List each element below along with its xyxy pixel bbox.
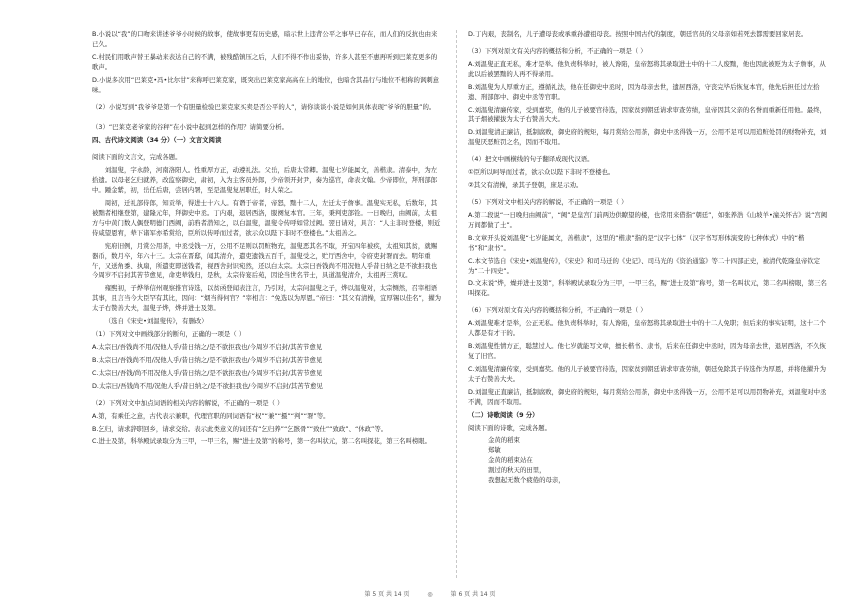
q6-option-a: A.刘温叟难才是举，公正无私。他负责科举时，有人谗陷，皇帝怒将其录取进士中的十二人免职；但后来的事实证明，这十二个人都是有才干的。 (468, 319, 826, 338)
left-page-number: 第 5 页 共 14 页 (364, 591, 410, 598)
section-4-heading: 四、古代诗文阅读（34 分）（一）文言文阅读 (92, 136, 222, 145)
question-3: （3）“巴莱克老爷家的谷秤”在小说中起到怎样的作用？请简要分析。 (92, 123, 289, 132)
left-column (92, 30, 442, 450)
reading-instruction: 阅读下面的文言文，完成各题。 (92, 153, 182, 162)
q2-option-b: B.乞归，请求辞职回乡，请求交给。表示此类意义的词还有“乞归养”“乞骸骨”“致仕”“致政”、“休政”等。 (92, 424, 388, 433)
q5-option-b: B.文章开头说刘温叟“七岁能属文，善楷隶”，这里的“楷隶”指的是“汉字七体”（汉字书写形体演变的七种体式）中的“楷书”和“隶书”。 (468, 233, 805, 252)
passage-source: （选自《宋史•刘温叟传》，有删改） (104, 317, 208, 326)
q3-option-c: C.刘温叟清廉传家，受到嘉奖，他的儿子被要官待选，因家贫到朝廷请求审查劳绩，皇帝因其父亲的名誉而重新任用他。最终，其子烟被擢拔为太子右赞善大夫。 (468, 105, 826, 124)
q6-option-c: C.刘温叟清廉传家，受到嘉奖。他的儿子被要官待选，因家贫到朝廷请求审查劳绩，朝廷免除其子待选作为厚恩，并将他擢升为太子右赞善大夫。 (468, 364, 826, 383)
option-c-text: C.村民们用歌声替王暴动来表达自己的不满，被残酷镇压之后，人们不得不作出妥协，许多人甚至不惠再听到巴莱克更多的歌声。 (92, 52, 438, 71)
q5-option-c: C.本文节选自《宋史•刘温叟传》，《宋史》和司马迁的《史记》、司马光的《资治通鉴》等二十四部正史，被清代乾隆皇帝钦定为“二十四史”。 (468, 256, 821, 275)
page-footer (0, 589, 860, 598)
question-6: （6）下列对原文有关内容的概括和分析，不正确的一项是（ ） (468, 306, 647, 315)
poetry-section-heading: （二）诗歌阅读（9 分） (468, 410, 539, 419)
q3-option-d: D.刘温叟清正廉洁，抵制腐败，御史府的规矩，每月赏给公用茶，御史中丞得钱一万，公用不足可以用追赃处罚的财物补充，刘温叟厌恶赃罚之名，因而不取用。 (468, 128, 827, 147)
right-column (468, 30, 828, 486)
option-b-text: B.小说以“我”的口吻来讲述爷爷小时候的故事，使故事更有历史感，暗示世上违背公平之事早已存在，而人们的反抗也由来已久。 (92, 30, 438, 48)
option-d-text: D.小说多次用“巴莱克•冯•比尔甘”来称呼巴莱克家，既突出巴莱克家高高在上的地位，也暗含其品行与地位不相称的讽刺意味。 (92, 75, 440, 94)
poem-title: 金黄的稻束 (488, 436, 520, 445)
q1-option-a: A.太宗曰/吾钱尚不用/况他人乎/昔日纳之/是不欲拒我也/今周岁不启封/其苦节愈见 (92, 342, 323, 351)
q6-option-d: D.刘温叟正直廉洁，抵制腐败，御史府的规矩，每月赏给公用茶，御史中丞得钱一万，公用不足可以用罚物补充，刘温叟对中丞不满，因而不取用。 (468, 387, 827, 406)
right-page-number: 第 6 页 共 14 页 (450, 591, 496, 598)
passage-paragraph-3: 宪府旧例，月赏公用茶，中丞受钱一万，公用不足则以罚赃物充，温叟恶其名不取，开宝四年被疾，太祖知其贫，就赐器币，数月卒，年六十三。太宗在晋邸，闻其清介，遣吏遗钱五百千，温叟受之，贮厅西舍中，令府吏封署而去。明年重午，又送角黍、执扇，所遣吏即送钱者，视西舍封识宛然，还以白太宗。太宗曰吾钱尚不用况他人乎昔日纳之是不欲拒我也今周岁不启封其苦节愈见，命吏辇钱归，是秋，太宗侍宴后苑，因论当世名节士，具道温叟清介，太祖再三赏叹。 (92, 241, 438, 280)
poem-line-1: 金黄的稻束站在 (488, 456, 533, 465)
q2-option-c: C.进士及第，科举殿试录取分为三甲，一甲三名，赐“进士及第”的称号，第一名叫状元，第二名叫探花，第三名叫榜眼。 (92, 437, 432, 446)
question-2: （2）小说写到“我爷爷是第一个有胆量检验巴莱克家买卖是否公平的人”，请你谈谈小说是如何具体表现“爷爷的胆量”的。 (92, 102, 436, 111)
q6-option-b: B.刘温叟性情方正，聪慧过人。他七岁就能写文章，擅长楷书、隶书，后来在任御史中丞时，因为母亲去世，退居西洛，不久恢复了旧官。 (468, 342, 826, 360)
footer-separator-icon: ◎ (427, 591, 433, 598)
q3-option-b: B.刘温叟为人厚重方正，遵循礼法，他在任御史中丞时，因为母亲去世，遗居西洛，守丧完毕后恢复本官，他先后担任过左拾遗、刑部郎中、御史中丞等官职。 (468, 82, 820, 101)
question-5: （5）下列对文中相关内容的解说，不正确的一项是（ ） (468, 197, 628, 206)
column-divider (456, 30, 457, 578)
passage-paragraph-1: 刘温叟，字永龄，河南洛阳人。性重厚方正，动遵礼法。父岳，后唐太常卿。温叟七岁能属文，善楷隶。清泰中，为左拾遗。以母老乞归就养，改监察御史，肃初，入为主客员外郎，少帝领开封尹，奏为巡官，命表文翰。少帝即位，拜刑部郎中。踵金紫，初，岳任后唐，尝居内署，至是温叟复居职任，时人荣之。 (92, 166, 438, 195)
q4-sentence-1: ①臣所以呵导而过者，欲示众以陛下非时不登楼也。 (468, 168, 615, 177)
question-3b: （3）下列对原文有关内容的概括和分析，不正确的一项是（ ） (468, 46, 647, 55)
q2-option-a: A.第，有乘任之意，古代表示兼职，代理官职的同词语有“权”“兼”“摄”“判”“署”等。 (92, 411, 330, 420)
passage-paragraph-2: 周初，迁礼部侍郎，知贡举，得进士十六人。有谮于帝者，帝怒，黜十二人，左迁太子詹事。温叟实无私，后数年，其被黜者相继登第，建隆元年，拜御史中丞。丁内艰，退居西洛，服阕复本官。三年，秉判吏部铨。一日晚归，由阙前，太祖方与中黄门数人偶登明德门西阙，前驺者潜知之，以白温叟，温叟令传呼如常过阙。翌日请对，具言：“人主非时登楼，则近侍咸望恩宥，辇下诸军亦希赏给，臣所以传呼而过者，欲示众以陛下非时不登楼也。”太祖善之。 (92, 198, 441, 237)
q1-option-c: C.太宗曰/吾钱/尚不用况他人乎/昔日纳之/是不欲拒我也/今周岁不启封/其苦节愈见 (92, 368, 323, 377)
passage-paragraph-4: 雍熙初，子烨举信州观察推官诗选，以贫函登闻表注言，乃引对，太宗问温叟之子，烨以温叟对，太宗恻然，召宰相语其事，且言当今大臣罕有其比，因问：“烟当得何官？”宰相言：“免选以为厚恩。”帝曰：“其父有清操，宜厚锡以佳名”，擢为太子右赞善大夫，温叟子烨，烨并进士及第。 (92, 284, 441, 313)
q3-option-a: A.刘温叟正直无私，难才是举。他负责科举时，被人谗陷，皇帝怒将其录取进士中的十二人废黜，他也因此被贬为太子詹事，从此以后被罢黜的人再不得录用。 (468, 59, 826, 78)
q1-option-b: B.太宗曰/吾钱尚不用/况他人乎/昔日纳之/是不欲拒我也/今周岁不启封/其苦节愈见 (92, 355, 323, 364)
poem-line-2: 割过的秋天的田里， (488, 466, 546, 475)
question-1: （1）下列对文中画线部分的断句，正确的一项是（ ） (92, 330, 246, 339)
poem-instruction: 阅读下面的诗歌，完成各题。 (468, 423, 552, 432)
q2-option-d: D.丁内艰，丧制名，儿子遭母丧或承重孙遭祖母丧。按照中国古代的制度，朝廷官员的父母亲如若死去都需要回家居丧。 (468, 30, 808, 38)
question-2b: （2）下列对文中加点词语的相关内容的解说，不正确的一项是（ ） (92, 398, 284, 407)
q5-option-d: D.文末说“烨，燥并进士及第”，科举殿试录取分为三甲，一甲三名，赐“进士及第”称号，第一名叫状元，第二名叫榜眼，第三名叫探花。 (468, 279, 827, 298)
poem-line-3: 我想起无数个疲倦的母亲， (488, 476, 565, 485)
poem-author: 郑敏 (488, 446, 501, 455)
question-4: （4）把文中画横线的句子翻译成现代汉语。 (468, 155, 594, 164)
q1-option-d: D.太宗曰/吾钱尚不用/况他人乎/昔日纳之/是不欲拒我也/今周岁不启封/其苦节愈见 (92, 381, 323, 390)
q4-sentence-2: ②其父有清操，录其子登朝，庶足示劝。 (468, 181, 583, 190)
q5-option-a: A.第二段说“一日晚归由阙前”，“阙”是皇宫门前两边供瞭望的楼，也常用来借指“朝廷”，如张养浩《山坡羊•潼关怀古》说“宫阙万间都做了土”。 (468, 210, 828, 229)
